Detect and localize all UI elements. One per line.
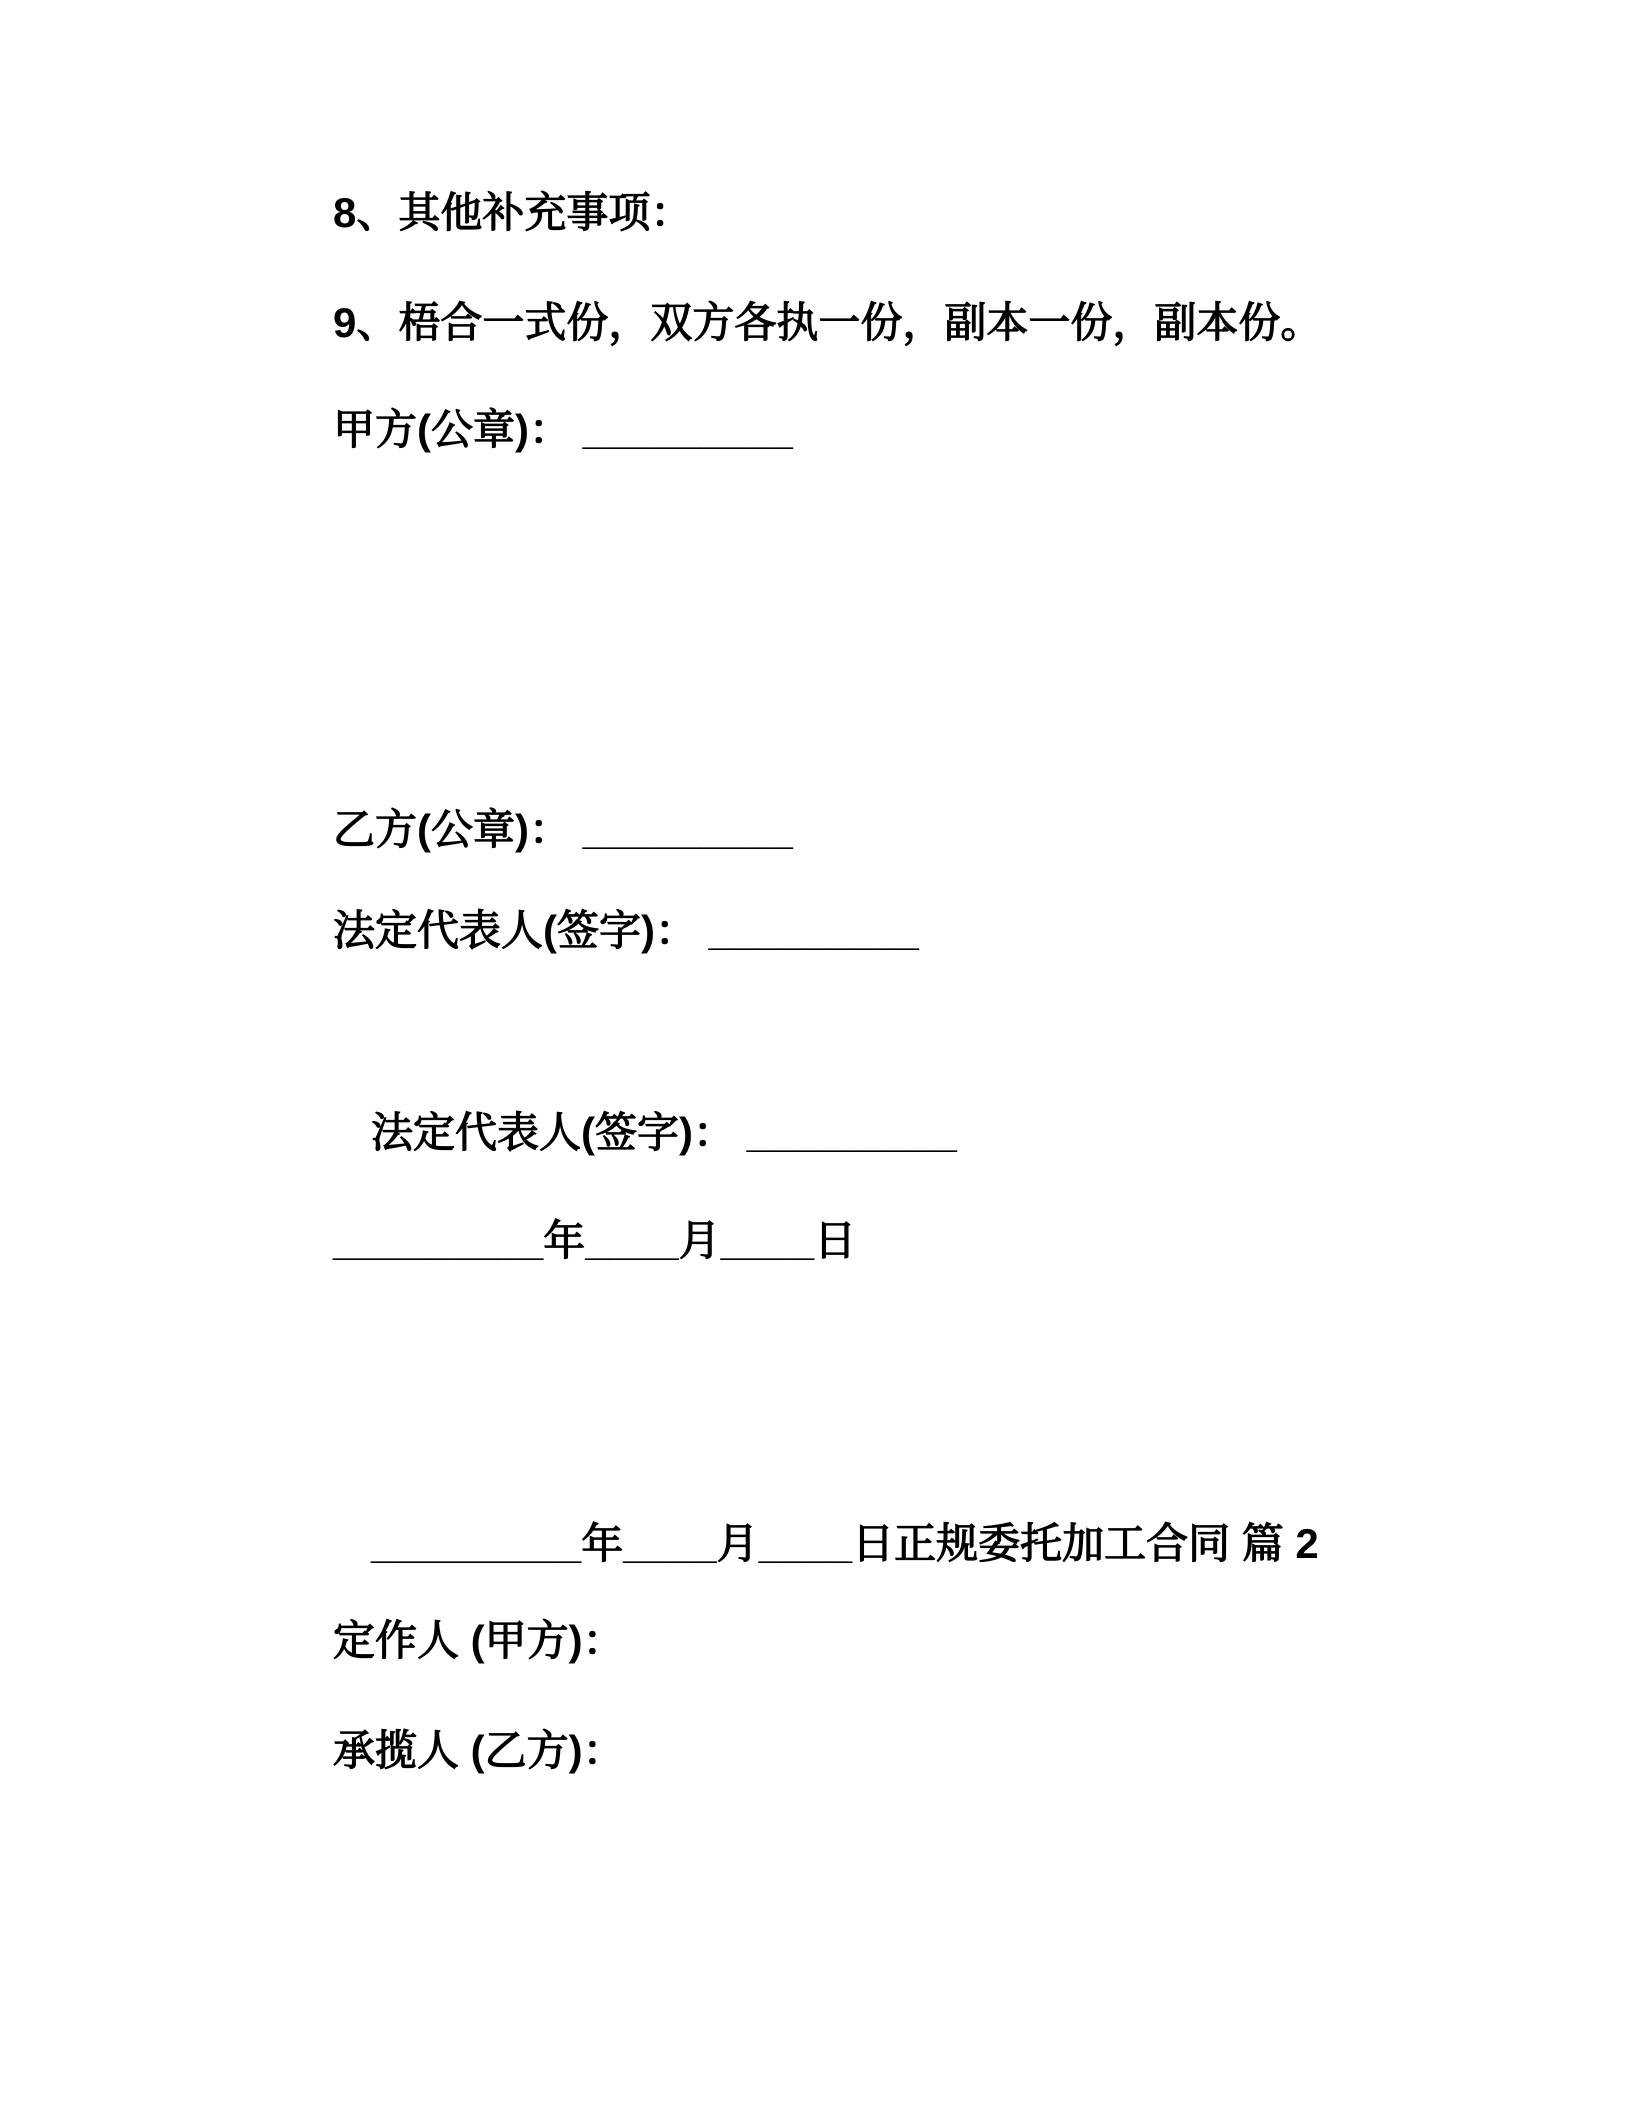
legal-representative-signature-2: 法定代表人(签字)： _________ bbox=[371, 1109, 957, 1156]
clause-9-copies: 9、梧合一式份，双方各执一份，副本一份，副本份。 bbox=[333, 299, 1323, 346]
orderer-party-a-label: 定作人 (甲方)： bbox=[333, 1617, 625, 1664]
party-a-seal-blank: 甲方(公章)： _________ bbox=[333, 406, 793, 453]
clause-8-supplementary-items: 8、其他补充事项： bbox=[333, 189, 693, 236]
contractor-party-b-label: 承揽人 (乙方)： bbox=[333, 1727, 625, 1774]
date-blank-line-1: _________年____月____日 bbox=[333, 1217, 857, 1264]
date-blank-line-2-and-next-contract-title: _________年____月____日正规委托加工合同 篇 2 bbox=[371, 1520, 1319, 1567]
legal-representative-signature-1: 法定代表人(签字)： _________ bbox=[333, 907, 919, 954]
party-b-seal-blank: 乙方(公章)： _________ bbox=[333, 806, 793, 853]
